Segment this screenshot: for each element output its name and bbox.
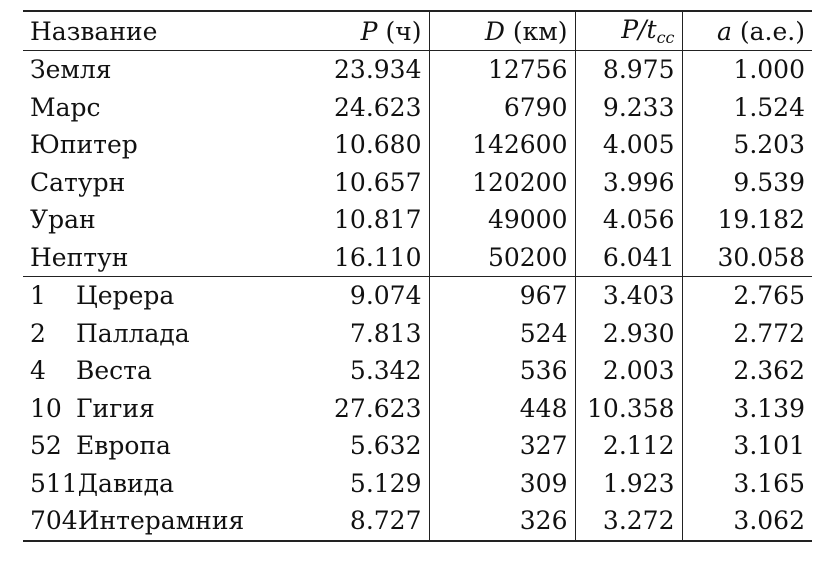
table-header — [23, 11, 812, 51]
header-period — [311, 11, 429, 51]
header-diameter — [429, 11, 575, 51]
table-row — [23, 502, 812, 541]
asteroid-label — [23, 277, 311, 315]
header-period-unit: (ч) — [385, 16, 422, 46]
period-ratio-cell: 8.975 — [575, 51, 682, 89]
period-ratio-cell: 1.923 — [575, 465, 682, 503]
table-row — [23, 277, 812, 315]
table-row — [23, 352, 812, 390]
diameter-cell: 50200 — [429, 239, 575, 277]
table-row — [23, 126, 812, 164]
header-name: Название — [30, 16, 158, 46]
asteroid-name: Интерамния — [77, 506, 245, 536]
asteroid-label — [23, 502, 311, 541]
period-cell: 10.680 — [334, 130, 422, 160]
asteroid-label — [23, 427, 311, 465]
period-ratio-cell: 4.005 — [575, 126, 682, 164]
period-cell: 16.110 — [334, 242, 422, 272]
table-row — [23, 239, 812, 277]
asteroid-number: 52 — [30, 431, 62, 461]
table-row — [23, 315, 812, 353]
planet-name: Земля — [30, 55, 112, 85]
period-ratio-cell: 4.056 — [575, 201, 682, 239]
diameter-cell: 120200 — [429, 164, 575, 202]
semimajor-axis-cell: 30.058 — [682, 239, 812, 277]
period-ratio-cell: 10.358 — [575, 390, 682, 428]
asteroid-number: 2 — [30, 318, 46, 348]
planet-name: Сатурн — [30, 167, 126, 197]
diameter-cell: 326 — [429, 502, 575, 541]
period-ratio-cell: 9.233 — [575, 89, 682, 127]
diameter-cell: 448 — [429, 390, 575, 428]
period-cell: 5.632 — [349, 431, 422, 461]
period-ratio-cell: 6.041 — [575, 239, 682, 277]
asteroid-name: Веста — [76, 356, 152, 386]
period-cell: 10.657 — [334, 167, 422, 197]
diameter-cell: 327 — [429, 427, 575, 465]
semimajor-axis-cell: 2.362 — [682, 352, 812, 390]
semimajor-axis-cell: 3.062 — [682, 502, 812, 541]
period-ratio-cell: 3.996 — [575, 164, 682, 202]
semimajor-axis-cell: 19.182 — [682, 201, 812, 239]
rotation-data-table — [23, 10, 812, 542]
period-ratio-cell: 3.272 — [575, 502, 682, 541]
planets-section — [23, 51, 812, 277]
period-cell: 8.727 — [349, 506, 422, 536]
table-row — [23, 164, 812, 202]
diameter-cell: 49000 — [429, 201, 575, 239]
table-row — [23, 51, 812, 89]
semimajor-axis-cell: 3.101 — [682, 427, 812, 465]
header-ratio-subscript: cc — [656, 27, 675, 47]
asteroid-name: Церера — [76, 281, 175, 311]
header-axis-unit: (а.е.) — [739, 16, 805, 46]
period-cell: 5.342 — [349, 356, 422, 386]
header-axis-symbol: a — [717, 16, 732, 46]
diameter-cell: 6790 — [429, 89, 575, 127]
period-cell: 5.129 — [349, 468, 422, 498]
asteroid-number: 1 — [30, 281, 46, 311]
diameter-cell: 524 — [429, 315, 575, 353]
diameter-cell: 967 — [429, 277, 575, 315]
table-row — [23, 89, 812, 127]
semimajor-axis-cell: 2.772 — [682, 315, 812, 353]
diameter-cell: 142600 — [429, 126, 575, 164]
asteroid-name: Европа — [76, 431, 171, 461]
asteroid-number: 4 — [30, 356, 46, 386]
asteroids-section — [23, 277, 812, 541]
header-semimajor-axis — [682, 11, 812, 51]
semimajor-axis-cell: 1.524 — [682, 89, 812, 127]
period-ratio-cell: 2.930 — [575, 315, 682, 353]
diameter-cell: 309 — [429, 465, 575, 503]
table-row — [23, 201, 812, 239]
asteroid-number: 704 — [30, 506, 78, 536]
planet-name: Юпитер — [30, 130, 138, 160]
header-period-ratio — [575, 11, 682, 51]
diameter-cell: 12756 — [429, 51, 575, 89]
period-cell: 23.934 — [334, 55, 422, 85]
semimajor-axis-cell: 2.765 — [682, 277, 812, 315]
semimajor-axis-cell: 3.139 — [682, 390, 812, 428]
asteroid-name: Гигия — [76, 393, 155, 423]
header-row — [23, 11, 812, 51]
header-diameter-unit: (км) — [512, 16, 568, 46]
semimajor-axis-cell: 5.203 — [682, 126, 812, 164]
asteroid-label — [23, 315, 311, 353]
table-row — [23, 390, 812, 428]
semimajor-axis-cell: 1.000 — [682, 51, 812, 89]
semimajor-axis-cell: 9.539 — [682, 164, 812, 202]
semimajor-axis-cell: 3.165 — [682, 465, 812, 503]
period-cell: 10.817 — [334, 205, 422, 235]
header-period-symbol: P — [360, 16, 378, 46]
period-cell: 9.074 — [349, 281, 422, 311]
planet-name: Уран — [30, 205, 96, 235]
table-row — [23, 465, 812, 503]
asteroid-number: 10 — [30, 393, 62, 423]
asteroid-name: Паллада — [76, 318, 190, 348]
rotation-data-table-container — [23, 10, 812, 542]
period-cell: 24.623 — [334, 92, 422, 122]
header-ratio-symbol: P/t — [621, 14, 657, 44]
diameter-cell: 536 — [429, 352, 575, 390]
period-cell: 7.813 — [349, 318, 422, 348]
asteroid-number: 511 — [30, 468, 78, 498]
asteroid-label — [23, 390, 311, 428]
period-ratio-cell: 2.003 — [575, 352, 682, 390]
header-diameter-symbol: D — [484, 16, 505, 46]
asteroid-label — [23, 352, 311, 390]
table-row — [23, 427, 812, 465]
asteroid-name: Давида — [77, 468, 174, 498]
period-ratio-cell: 3.403 — [575, 277, 682, 315]
period-cell: 27.623 — [334, 393, 422, 423]
asteroid-label — [23, 465, 311, 503]
period-ratio-cell: 2.112 — [575, 427, 682, 465]
planet-name: Нептун — [30, 242, 129, 272]
planet-name: Марс — [30, 92, 101, 122]
